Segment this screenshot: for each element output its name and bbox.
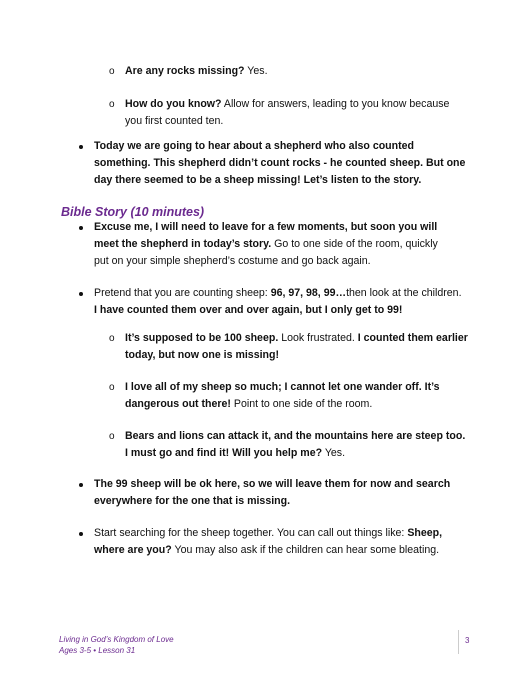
instruction-text: You may also ask if the children can hear some bleating. xyxy=(171,544,440,556)
footer-subtitle: Ages 3-5 • Lesson 31 xyxy=(59,646,136,655)
footer-series xyxy=(59,634,174,656)
section-heading: Bible Story (10 minutes) xyxy=(61,205,205,219)
instruction-text: Look frustrated. xyxy=(278,332,358,344)
sub-bullet-marker: o xyxy=(109,333,115,344)
script-text: Sheep, where are you? xyxy=(94,527,443,556)
script-text: I counted them earlier today, but now one is missing! xyxy=(125,332,468,361)
script-text: I have counted them over and over again, but I only get to 99! xyxy=(94,304,403,316)
list-item-99-sheep xyxy=(94,476,454,510)
page-number: 3 xyxy=(465,636,470,645)
script-text: Today we are going to hear about a shepherd who also counted something. This shepherd didn’t count rocks - he counted sheep. But one day there seemed to be a sheep missing! Let’s listen to the story. xyxy=(94,140,466,186)
footer-title: Living in God’s Kingdom of Love xyxy=(59,635,174,644)
bullet-marker xyxy=(79,292,83,296)
script-text: Bears and lions can attack it, and the mountains here are steep too. I must go and find it! Will you help me? xyxy=(125,430,466,459)
bullet-marker xyxy=(79,145,83,149)
list-item-bears xyxy=(125,428,470,462)
question-text: How do you know? xyxy=(125,98,222,110)
list-item-excuse xyxy=(94,219,454,270)
bullet-marker xyxy=(79,532,83,536)
instruction-text: Allow for answers, leading to you know because you first counted ten. xyxy=(125,98,450,127)
script-text: Excuse me, I will need to leave for a few moments, but soon you will meet the shepherd in today’s story. xyxy=(94,221,438,250)
answer-text: Yes. xyxy=(244,65,268,77)
sub-bullet-marker: o xyxy=(109,66,115,77)
question-text: Are any rocks missing? xyxy=(125,65,245,77)
sub-bullet-marker: o xyxy=(109,431,115,442)
list-item-rocks-missing xyxy=(125,63,455,80)
list-item-pretend xyxy=(94,285,464,319)
list-item-love xyxy=(125,379,470,413)
instruction-text: Start searching for the sheep together. You can call out things like: xyxy=(94,527,408,539)
script-text: I love all of my sheep so much; I cannot let one wander off. It’s dangerous out there! xyxy=(125,381,440,410)
list-item-how-know xyxy=(125,96,455,130)
sub-bullet-marker: o xyxy=(109,99,115,110)
list-item-today xyxy=(94,138,466,189)
instruction-text: Pretend that you are counting sheep: xyxy=(94,287,271,299)
script-text: The 99 sheep will be ok here, so we will leave them for now and search everywhere for the one that is missing. xyxy=(94,478,451,507)
instruction-text: Point to one side of the room. xyxy=(230,398,373,410)
footer-divider xyxy=(458,630,459,654)
answer-text: Yes. xyxy=(322,447,346,459)
count-text: 96, 97, 98, 99… xyxy=(270,287,347,299)
instruction-text: Go to one side of the room, quickly put on your simple shepherd’s costume and go back again. xyxy=(94,238,438,267)
bullet-marker xyxy=(79,483,83,487)
bullet-marker xyxy=(79,226,83,230)
script-text: It’s supposed to be 100 sheep. xyxy=(125,332,279,344)
list-item-100-sheep xyxy=(125,330,470,364)
list-item-searching xyxy=(94,525,469,559)
instruction-text: then look at the children. xyxy=(346,287,462,299)
sub-bullet-marker: o xyxy=(109,382,115,393)
